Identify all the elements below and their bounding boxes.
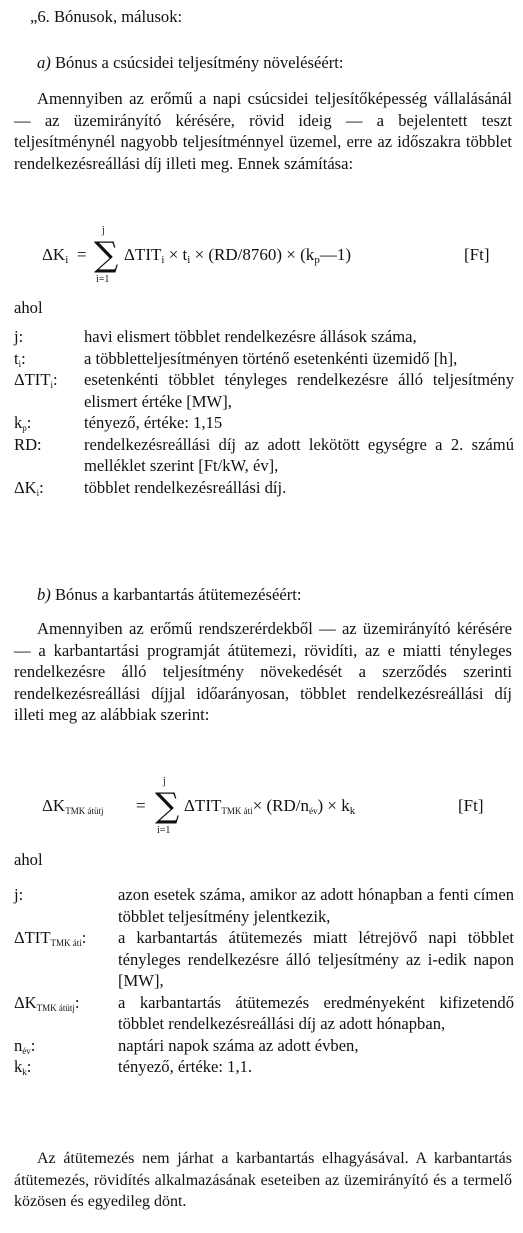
definition-row (14, 348, 514, 370)
definition-term: kk: (14, 1057, 32, 1077)
section-b-title (37, 584, 301, 606)
definition-term: j: (14, 327, 24, 346)
definition-term: név: (14, 1035, 36, 1056)
section-a-title-text: Bónus a csúcsidei teljesítmény növeléséért: (54, 53, 344, 72)
definition-row (14, 1056, 514, 1078)
definition-row (14, 1035, 514, 1057)
closing-paragraph: Az átütemezés nem járhat a karbantartás elhagyásával. A karbantartás átütemezés, rövidítés alkalmazásának eseteiben az üzemirányító és a termelő közösen és egyedileg dönt. (14, 1150, 512, 1210)
definition-term: ΔTITi: (14, 370, 58, 390)
definition-term: kp: (14, 413, 32, 433)
definition-text: azon esetek száma, amikor az adott hónapban a fenti címen többlet teljesítmény jelentkezik, (118, 885, 514, 926)
definition-row (14, 992, 514, 1035)
definition-text: naptári napok száma az adott évben, (118, 1035, 359, 1055)
section-b-label: b) (37, 585, 51, 604)
section-heading: „6. Bónusok, málusok: (30, 7, 183, 26)
definition-text: tényező, értéke: 1,1. (118, 1057, 253, 1076)
definition-term: ti: (14, 348, 26, 369)
definition-text: havi elismert többlet rendelkezésre állások száma, (84, 327, 417, 346)
definition-text: a karbantartás átütemezés miatt létrejövő napi többlet tényleges rendelkezésre álló teljesítmény az i-edik napon [MW], (118, 928, 514, 990)
definition-row (14, 477, 514, 499)
section-a-definitions (14, 326, 514, 498)
formula-b-lhs: ΔKTMK átütj (42, 796, 104, 816)
formula-a-equals: = (77, 245, 87, 264)
definition-term: ΔKTMK átütj: (14, 992, 80, 1013)
definition-text: többlet rendelkezésreállási díj. (84, 477, 287, 497)
formula-b-lower-limit: i=1 (157, 825, 171, 836)
definition-text: a többletteljesítményen történő esetenkénti üzemidő [h], (84, 348, 458, 368)
section-a-paragraph: Amennyiben az erőmű a napi csúcsidei teljesítőképesség vállalásánál — az üzemirányító kérésére, rövid ideig — a bejelentett teszt teljesítménynél nagyobb teljesítménnyel üzemel, erre az időszakra többlet rendelkezésreállási díj illeti meg. Ennek számítása: (14, 89, 512, 173)
formula-a-upper-limit: j (102, 225, 105, 236)
sum-symbol-b: ∑ (155, 786, 180, 826)
section-b-paragraph: Amennyiben az erőmű rendszerérdekből — az üzemirányító kérésére — a karbantartási programját átütemezi, rövidíti, az e miatti tényleges rendelkezésre álló teljesítmény növekedését a szerződés szerinti rendelkezésreállási díjjal időarányosan, többlet rendelkezésreállási díj illeti meg az alábbiak szerint: (14, 619, 512, 724)
section-b-title-text: Bónus a karbantartás átütemezéséért: (54, 585, 302, 604)
definition-text: esetenkénti többlet tényleges rendelkezésre álló teljesítmény elismert értéke [MW], (84, 370, 514, 411)
definition-term: ΔTITTMK áti: (14, 928, 87, 948)
definition-term: ΔKi: (14, 477, 44, 498)
section-a-label: a) (37, 53, 51, 72)
definition-row (14, 369, 514, 412)
sum-symbol-a: ∑ (94, 235, 119, 275)
section-b-definitions (14, 884, 514, 1078)
definition-row (14, 412, 514, 434)
definition-row (14, 326, 514, 348)
formula-b-unit: [Ft] (458, 796, 484, 815)
definition-term: j: (14, 885, 24, 904)
section-a-title (37, 52, 343, 74)
definition-row (14, 884, 514, 927)
formula-b-body: ΔTITTMK áti× (RD/név) × $k_k$ (184, 796, 356, 817)
definition-text: a karbantartás átütemezés eredményeként kifizetendő többlet rendelkezésreállási díj az adott hónapban, (118, 992, 514, 1033)
formula-b-upper-limit: j (163, 776, 166, 787)
definition-row (14, 434, 514, 477)
formula-a-body: $\Delta TIT_i \times t_i \times (RD/8760)$ × $(k_p—1)$ (124, 245, 351, 266)
definition-term: RD: (14, 434, 42, 454)
definition-text: rendelkezésreállási díj az adott lekötött egységre a 2. számú melléklet szerint [Ft/kW, év], (84, 434, 514, 475)
section-a-ahol: ahol (14, 298, 43, 317)
formula-a-lower-limit: i=1 (96, 274, 110, 285)
formula-a-unit: [Ft] (464, 245, 490, 264)
formula-b-equals: = (136, 796, 146, 815)
section-b-ahol: ahol (14, 850, 43, 869)
formula-a-lhs: $\Delta K_i$ (42, 245, 69, 266)
definition-text: tényező, értéke: 1,15 (84, 413, 223, 432)
formula-b (42, 775, 512, 837)
definition-row (14, 927, 514, 992)
formula-a (42, 226, 512, 286)
